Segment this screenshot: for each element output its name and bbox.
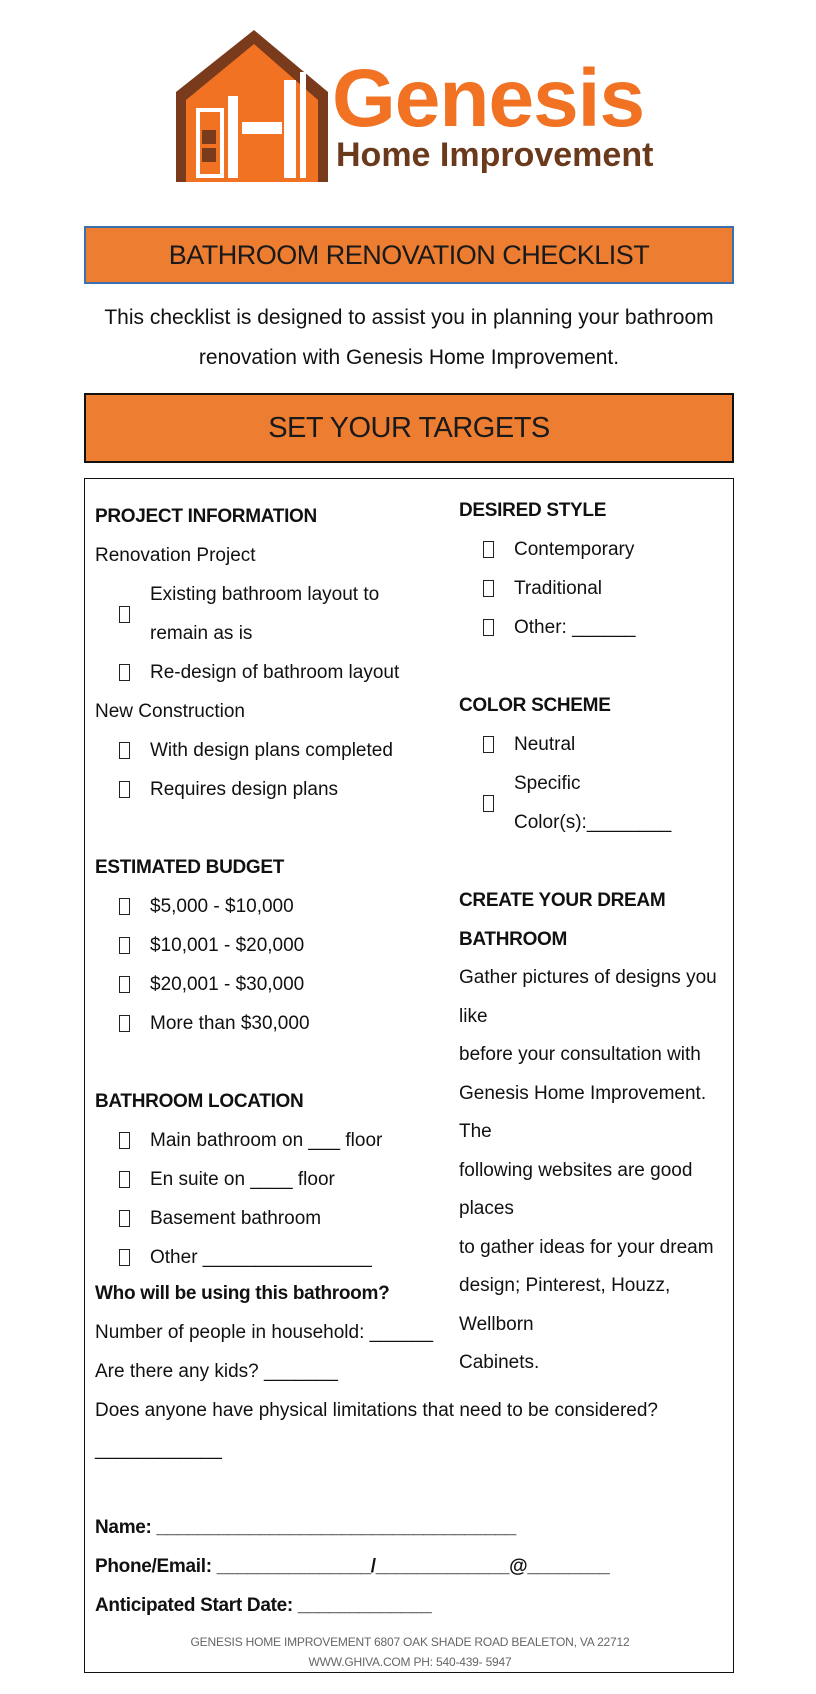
checkbox[interactable] (483, 619, 494, 636)
checkbox[interactable] (119, 1210, 130, 1227)
checklist-item[interactable] (459, 725, 721, 764)
checkbox-label: $10,001 - $20,000 (150, 935, 305, 956)
targets-title-bar (84, 393, 734, 463)
checkbox-label: Contemporary (514, 539, 635, 560)
dream-text-line: Genesis Home Improvement. The (459, 1082, 707, 1142)
checkbox[interactable] (483, 580, 494, 597)
kids-field[interactable]: Are there any kids? _______ (95, 1361, 338, 1382)
checklist-item[interactable] (95, 887, 425, 926)
dream-text-line: following websites are good places (459, 1159, 693, 1219)
checkbox[interactable] (119, 898, 130, 915)
dream-text-line: before your consultation with (459, 1044, 701, 1065)
household-field[interactable]: Number of people in household: ______ (95, 1322, 434, 1343)
checklist-title-bar (84, 226, 734, 284)
renovation-label: Renovation Project (95, 545, 256, 566)
style-heading: DESIRED STYLE (459, 500, 607, 521)
start-date-field[interactable]: Anticipated Start Date: _____________ (95, 1595, 432, 1616)
checkbox-label: Neutral (514, 734, 576, 755)
dream-text-line: Gather pictures of designs you like (459, 967, 717, 1027)
checklist-item[interactable] (95, 1121, 425, 1160)
project-heading: PROJECT INFORMATION (95, 506, 317, 527)
checklist-item[interactable] (95, 770, 425, 809)
checklist-item[interactable] (95, 1160, 425, 1199)
dream-heading-line2: BATHROOM (459, 929, 568, 950)
dream-text-line: design; Pinterest, Houzz, Wellborn (459, 1275, 671, 1335)
phone-email-field[interactable]: Phone/Email: _______________/_____________@________ (95, 1556, 610, 1577)
checkbox[interactable] (119, 781, 130, 798)
checkbox-label: Requires design plans (150, 779, 339, 800)
checkbox[interactable] (119, 976, 130, 993)
checkbox-label: $20,001 - $30,000 (150, 974, 305, 995)
checkbox-label: Other: ______ (514, 617, 636, 638)
checklist-item[interactable] (95, 1238, 425, 1277)
checkbox-label: $5,000 - $10,000 (150, 896, 294, 917)
checkbox[interactable] (483, 736, 494, 753)
usage-heading: Who will be using this bathroom? (95, 1283, 390, 1304)
checkbox-label: Specific Color(s):________ (514, 773, 672, 833)
new-construction-label: New Construction (95, 701, 245, 722)
dream-text-line: to gather ideas for your dream (459, 1236, 714, 1258)
usage-and-contact (95, 1274, 715, 1625)
checkbox[interactable] (119, 937, 130, 954)
checklist-item[interactable] (459, 608, 721, 647)
checkbox-label: En suite on ____ floor (150, 1169, 335, 1190)
checkbox[interactable] (483, 541, 494, 558)
dream-text-line: Cabinets. (459, 1352, 540, 1373)
checkbox[interactable] (119, 1132, 130, 1149)
footer-address: GENESIS HOME IMPROVEMENT 6807 OAK SHADE ROAD BEALETON, VA 22712 (190, 1635, 630, 1649)
checklist-item[interactable] (459, 764, 721, 842)
checklist-item[interactable] (459, 530, 721, 569)
footer (85, 1632, 735, 1672)
checkbox-label: Basement bathroom (150, 1208, 322, 1229)
targets-title: SET YOUR TARGETS (268, 411, 550, 444)
checkbox[interactable] (119, 742, 130, 759)
checkbox[interactable] (119, 1249, 130, 1266)
right-column (459, 491, 721, 1383)
checklist-item[interactable] (95, 653, 425, 692)
checkbox[interactable] (119, 1015, 130, 1032)
footer-contact: WWW.GHIVA.COM PH: 540-439- 5947 (308, 1655, 512, 1669)
checkbox[interactable] (119, 1171, 130, 1188)
checklist-title: BATHROOM RENOVATION CHECKLIST (168, 239, 650, 270)
checkbox-label: Re-design of bathroom layout (150, 662, 400, 683)
checklist-item[interactable] (95, 731, 425, 770)
checklist-form (84, 478, 734, 1673)
color-heading: COLOR SCHEME (459, 695, 611, 716)
checkbox-label: Traditional (514, 578, 603, 599)
checkbox[interactable] (483, 795, 494, 812)
location-heading: BATHROOM LOCATION (95, 1091, 304, 1112)
intro-text: This checklist is designed to assist you in planning your bathroom renovation with Genesis Home Improvement. (104, 306, 714, 369)
checklist-item[interactable] (95, 1004, 425, 1043)
checklist-item[interactable] (95, 965, 425, 1004)
checkbox-label: Existing bathroom layout to remain as is (150, 584, 380, 644)
brand-name: Genesis (332, 53, 645, 144)
checkbox-label: Other ________________ (150, 1247, 372, 1268)
dream-heading-line1: CREATE YOUR DREAM (459, 890, 666, 911)
budget-heading: ESTIMATED BUDGET (95, 857, 285, 878)
checkbox-label: With design plans completed (150, 740, 393, 761)
brand-subtitle: Home Improvement (336, 136, 654, 174)
checklist-item[interactable] (95, 1199, 425, 1238)
checkbox[interactable] (119, 606, 130, 623)
limitations-field[interactable]: Does anyone have physical limitations that need to be considered? ____________ (95, 1400, 658, 1460)
checklist-item[interactable] (459, 569, 721, 608)
checkbox[interactable] (119, 664, 130, 681)
left-column (95, 497, 425, 1277)
name-field[interactable]: Name: ___________________________________ (95, 1517, 516, 1538)
checklist-item[interactable] (95, 575, 425, 653)
checkbox-label: Main bathroom on ___ floor (150, 1130, 383, 1151)
checklist-item[interactable] (95, 926, 425, 965)
checkbox-label: More than $30,000 (150, 1013, 310, 1034)
